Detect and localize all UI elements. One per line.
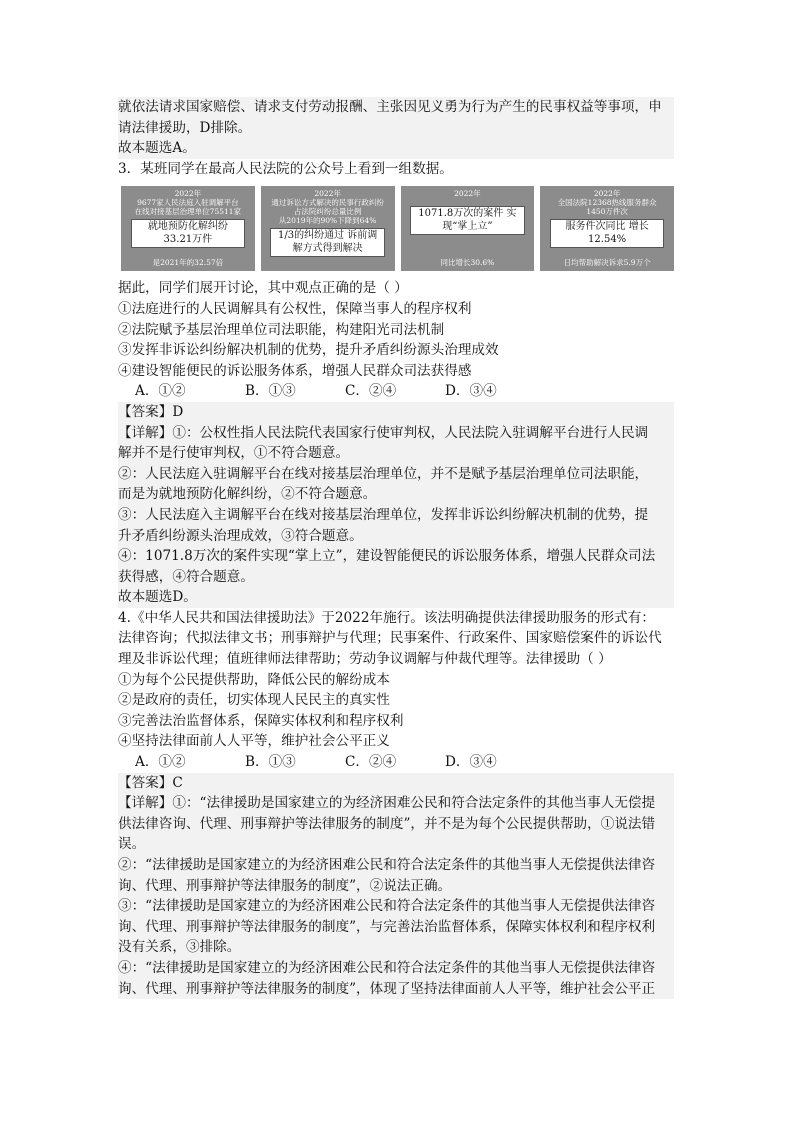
explanation-line: ③：人民法庭入主调解平台在线对接基层治理单位，发挥非诉讼纠纷解决机制的优势，提 [118, 505, 674, 526]
answer-line: 【答案】C [118, 773, 674, 794]
question-4 [118, 608, 674, 999]
panel-footnote: 同比增长30.6% [440, 258, 495, 268]
text-line: 故本题选A。 [118, 138, 674, 159]
data-panel-1 [121, 186, 255, 271]
explanation-line: 没有关系，③排除。 [118, 937, 674, 958]
text-line: 请法律援助，D排除。 [118, 118, 674, 139]
statement: ①法庭进行的人民调解具有公权性，保障当事人的程序权利 [118, 300, 472, 317]
explanation-line: 询、代理、刑事辩护等法律服务的制度”，与完善法治监督体系，保障实体权利和程序权利 [118, 917, 674, 938]
panel-line: 从2019年的90%下降到64% [278, 216, 377, 226]
question-3-prompt: 据此，同学们展开讨论，其中观点正确的是（ ） [118, 280, 408, 297]
data-panel-4 [540, 186, 674, 271]
panel-year: 2022年 [314, 189, 341, 199]
panel-footnote: 日均帮助解决诉求5.9万个 [563, 258, 651, 268]
explanation-line: 而是为就地预防化解纠纷，②不符合题意。 [118, 484, 674, 505]
panel-line: 1450万件次 [586, 207, 628, 217]
panel-line: 全国法院12368热线服务群众 [557, 198, 657, 208]
statement: ①为每个公民提供帮助，降低公民的解纷成本 [118, 671, 390, 688]
panel-highlight: 1071.8万次的案件 实现“掌上立” [410, 206, 524, 235]
statement: ④坚持法律面前人人平等，维护社会公平正义 [118, 733, 390, 750]
explanation-line: 解并不是行使审判权，①不符合题意。 [118, 443, 674, 464]
text-line: 就依法请求国家赔偿、请求支付劳动报酬、主张因见义勇为行为产生的民事权益等事项，申 [118, 97, 674, 118]
question-4-stem: 4.《中华人民共和国法律援助法》于2022年施行。该法明确提供法律援助服务的形式有： [118, 609, 655, 626]
option-c: C．②④ [345, 383, 397, 400]
panel-line: 9677家人民法庭入驻调解平台 [137, 198, 239, 208]
option-b: B．①③ [245, 754, 296, 771]
panel-highlight: 1/3的纠纷通过 诉前调解方式得到解决 [270, 228, 384, 257]
option-a: A．①② [135, 383, 186, 400]
data-panels [121, 186, 674, 271]
explanation-line: 询、代理、刑事辩护等法律服务的制度”，②说法正确。 [118, 876, 674, 897]
explanation-line: 【详解】①：公权性指人民法院代表国家行使审判权，人民法院入驻调解平台进行人民调 [118, 423, 674, 444]
explanation-line: 询、代理、刑事辩护等法律服务的制度”，体现了坚持法律面前人人平等，维护社会公平正 [118, 979, 674, 1000]
statement: ③发挥非诉讼纠纷解决机制的优势，提升矛盾纠纷源头治理成效 [118, 342, 499, 359]
answer-line: 【答案】D [118, 402, 674, 423]
explanation-line: ④：1071.8万次的案件实现“掌上立”，建设智能便民的诉讼服务体系，增强人民群众司法 [118, 546, 674, 567]
explanation-line: ②：“法律援助是国家建立的为经济困难公民和符合法定条件的其他当事人无偿提供法律咨 [118, 855, 674, 876]
option-a: A．①② [135, 754, 186, 771]
explanation-line: ③：“法律援助是国家建立的为经济困难公民和符合法定条件的其他当事人无偿提供法律咨 [118, 896, 674, 917]
panel-year: 2022年 [174, 189, 202, 199]
panel-highlight: 就地预防化解纠纷 33.21万件 [131, 219, 245, 248]
option-c: C．②④ [345, 754, 397, 771]
option-d: D．③④ [445, 754, 497, 771]
explanation-line: 获得感，④符合题意。 [118, 567, 674, 588]
panel-year: 2022年 [454, 189, 481, 199]
data-panel-2 [261, 186, 395, 271]
option-d: D．③④ [445, 383, 497, 400]
explanation-line: 升矛盾纠纷源头治理成效，③符合题意。 [118, 526, 674, 547]
question-3-options [118, 381, 674, 402]
explanation-line: ④：“法律援助是国家建立的为经济困难公民和符合法定条件的其他当事人无偿提供法律咨 [118, 958, 674, 979]
panel-line: 占法院纠纷总量比例 [293, 207, 362, 217]
question-4-stem: 理及非诉讼代理；值班律师法律帮助；劳动争议调解与仲裁代理等。法律援助（ ） [118, 651, 612, 668]
panel-line: 通过诉讼方式解决的民事行政纠纷 [271, 198, 384, 208]
conclusion-line: 故本题选D。 [118, 587, 674, 608]
statement: ②是政府的责任，切实体现人民民主的真实性 [118, 692, 390, 709]
panel-highlight: 服务件次同比 增长12.54% [550, 219, 664, 248]
question-3 [118, 278, 674, 608]
question-4-stem: 法律咨询；代拟法律文书；刑事辩护与代理；民事案件、行政案件、国家赔偿案件的诉讼代 [118, 630, 662, 647]
panel-footnote: 是2021年的32.57倍 [152, 258, 224, 268]
panel-year: 2022年 [593, 189, 621, 199]
question-4-options [118, 752, 674, 773]
explanation-line: 误。 [118, 834, 674, 855]
explanation-line: 【详解】①：“法律援助是国家建立的为经济困难公民和符合法定条件的其他当事人无偿提 [118, 793, 674, 814]
panel-line: 在线对接基层治理单位75511家 [134, 207, 242, 217]
option-b: B．①③ [245, 383, 296, 400]
question-3-stem: 3．某班同学在最高人民法院的公众号上看到一组数据。 [118, 160, 453, 177]
data-panel-3 [401, 186, 535, 271]
top-section [118, 97, 674, 179]
explanation-line: 供法律咨询、代理、刑事辩护等法律服务的制度”，并不是为每个公民提供帮助，①说法错 [118, 814, 674, 835]
statement: ③完善法治监督体系，保障实体权利和程序权利 [118, 712, 404, 729]
statement: ②法院赋予基层治理单位司法职能，构建阳光司法机制 [118, 321, 445, 338]
explanation-line: ②：人民法庭入驻调解平台在线对接基层治理单位，并不是赋予基层治理单位司法职能， [118, 464, 674, 485]
document-page [118, 97, 674, 999]
statement: ④建设智能便民的诉讼服务体系，增强人民群众司法获得感 [118, 362, 472, 379]
